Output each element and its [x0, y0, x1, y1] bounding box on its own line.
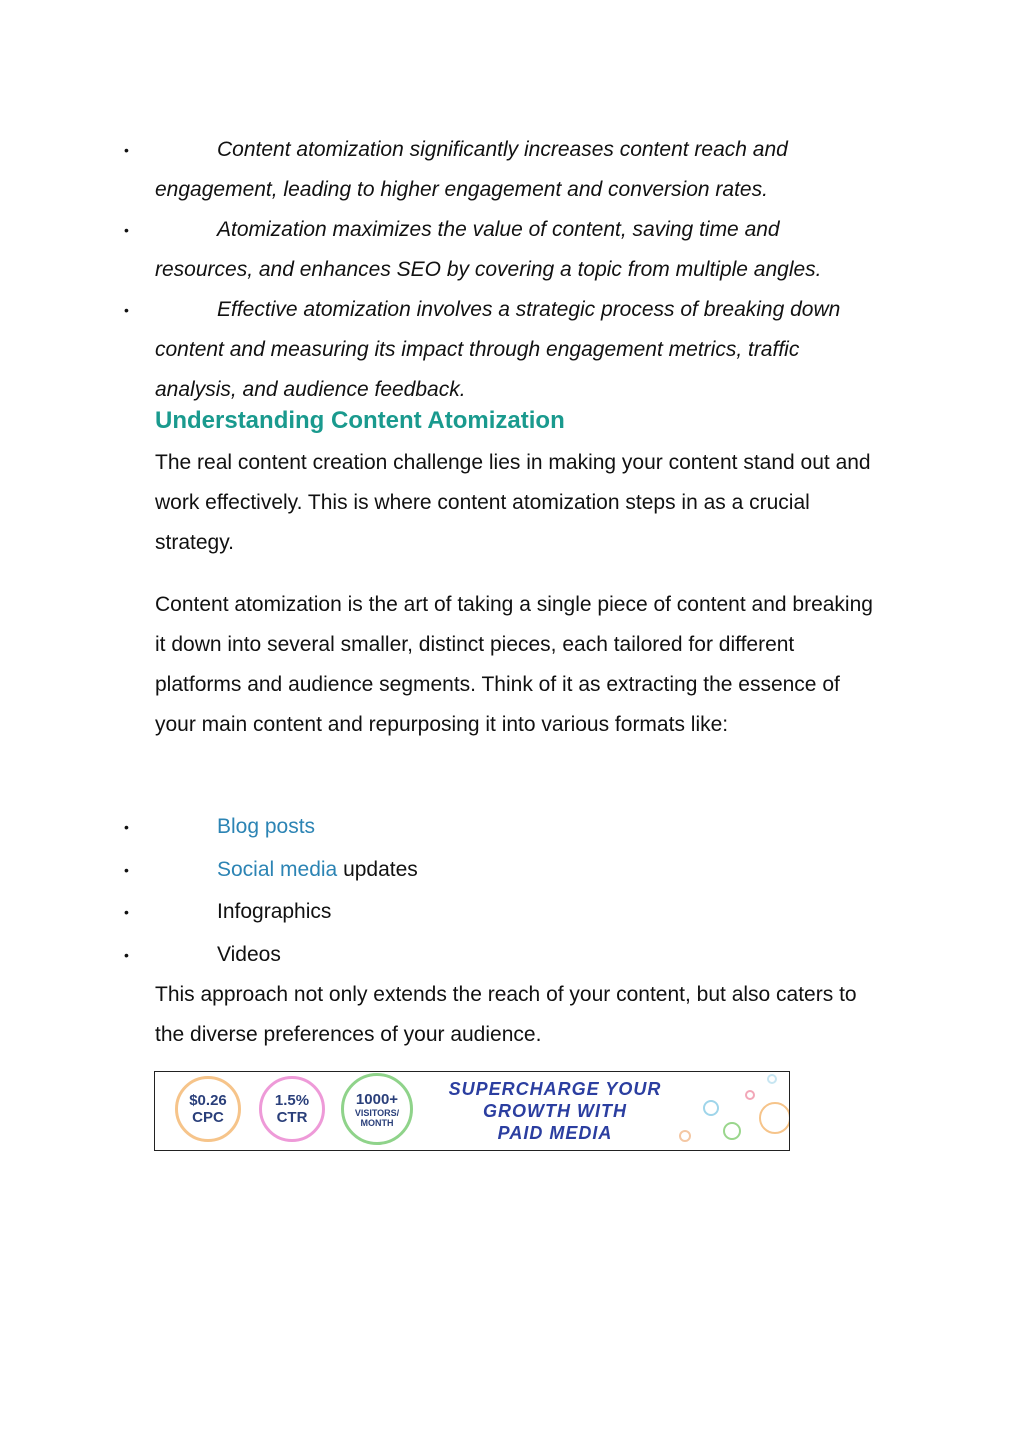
- headline-line: PAID MEDIA: [497, 1123, 613, 1143]
- ctr-badge: [259, 1076, 325, 1142]
- ctr-value: 1.5%: [274, 1092, 310, 1109]
- takeaway-text: Effective atomization involves a strategic process of breaking down content and measuring its impact through engagement metrics, traffic analysis, and audience feedback.: [155, 298, 841, 401]
- decor-circle-icon: [745, 1090, 755, 1100]
- cpc-label: CPC: [192, 1109, 224, 1126]
- cpc-value: $0.26: [189, 1092, 227, 1109]
- visitors-value: 1000+: [355, 1090, 399, 1108]
- bullet-icon: •: [124, 862, 129, 878]
- bullet-icon: •: [124, 222, 129, 238]
- visitors-label: VISITORS/: [354, 1107, 400, 1118]
- bullet-icon: •: [124, 819, 129, 835]
- decor-circle-icon: [723, 1122, 741, 1140]
- headline-line: GROWTH WITH: [483, 1101, 627, 1121]
- takeaway-item: [124, 130, 864, 210]
- blog-posts-link[interactable]: Blog posts: [217, 815, 316, 838]
- updates-text: updates: [337, 858, 418, 881]
- visitors-badge: [341, 1073, 413, 1145]
- bullet-icon: •: [124, 904, 129, 920]
- visitors-label-month: MONTH: [360, 1117, 394, 1128]
- takeaway-text: Atomization maximizes the value of content, saving time and resources, and enhances SEO by covering a topic from multiple angles.: [155, 218, 822, 281]
- banner-headline: [417, 1078, 693, 1144]
- decor-circle-icon: [767, 1074, 777, 1084]
- section-heading: Understanding Content Atomization: [155, 407, 565, 434]
- definition-paragraph: Content atomization is the art of taking a single piece of content and breaking it down into several smaller, distinct pieces, each tailored for different platforms and audience segments. Think of it as extracting the essence of your main content and repurposing it into various formats like:: [155, 593, 873, 736]
- ctr-label: CTR: [276, 1109, 308, 1126]
- social-media-link[interactable]: Social media: [217, 858, 338, 881]
- decor-circle-icon: [679, 1130, 691, 1142]
- bullet-icon: •: [124, 947, 129, 963]
- takeaway-item: [124, 210, 864, 290]
- headline-line: SUPERCHARGE YOUR: [448, 1079, 662, 1099]
- infographics-text: Infographics: [217, 900, 332, 923]
- decor-circle-icon: [759, 1102, 790, 1134]
- intro-paragraph: The real content creation challenge lies in making your content stand out and work effectively. This is where content atomization steps in as a crucial strategy.: [155, 451, 871, 554]
- bullet-icon: •: [124, 142, 129, 158]
- takeaway-text: Content atomization significantly increases content reach and engagement, leading to higher engagement and conversion rates.: [155, 138, 788, 201]
- takeaway-item: [124, 290, 864, 410]
- paid-media-banner[interactable]: [154, 1071, 790, 1151]
- closing-paragraph: This approach not only extends the reach of your content, but also caters to the diverse preferences of your audience.: [155, 983, 857, 1046]
- decor-circle-icon: [703, 1100, 719, 1116]
- bullet-icon: •: [124, 302, 129, 318]
- cpc-badge: [175, 1076, 241, 1142]
- videos-text: Videos: [217, 943, 281, 966]
